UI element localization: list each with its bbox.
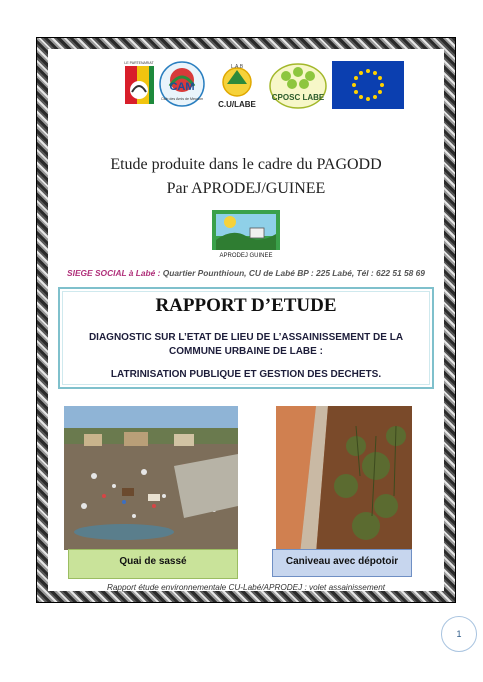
caption-caniveau: Caniveau avec dépotoir [272, 549, 412, 577]
report-subtitle-2: LATRINISATION PUBLIQUE ET GESTION DES DECHETS. [110, 369, 382, 380]
aprodej-logo [212, 210, 280, 258]
cu-labe-logo [212, 60, 262, 110]
svg-text:CAM: CAM [169, 81, 195, 93]
caption-quai-de-sasse: Quai de sassé [68, 549, 238, 579]
cposc-labe-logo [268, 60, 328, 110]
siege-label: SIEGE SOCIAL à Labé : [67, 268, 161, 278]
svg-text:Club des Amis de Meudon: Club des Amis de Meudon [161, 97, 203, 101]
partenariat-logo [122, 58, 156, 110]
photo-caniveau [276, 406, 412, 554]
svg-text:LE PARTENARIAT: LE PARTENARIAT [124, 61, 154, 65]
page-number: 1 [441, 616, 477, 652]
svg-text:L.A.B: L.A.B [230, 64, 244, 70]
svg-text:CPOSC LABE: CPOSC LABE [271, 93, 325, 102]
photo-quai-de-sasse [64, 406, 238, 550]
report-title-box [58, 287, 434, 389]
eu-flag-icon [332, 61, 404, 109]
footer-text: Rapport étude environnementale CU-Labé/APRODEJ : volet assainissement [106, 583, 386, 592]
header-line-1: Etude produite dans le cadre du PAGODD [110, 156, 382, 173]
siege-address: Quartier Pounthioun, CU de Labé BP : 225 Labé, Tél : 622 51 58 69 [162, 268, 425, 278]
svg-text:C.U/LABE: C.U/LABE [218, 100, 256, 109]
header-line-2: Par APRODEJ/GUINEE [166, 180, 326, 197]
report-subtitle: DIAGNOSTIC SUR L’ETAT DE LIEU DE L’ASSAINISSEMENT DE LA COMMUNE URBAINE DE LABE : [88, 332, 404, 357]
cam-logo [158, 60, 206, 108]
siege-social [48, 268, 444, 278]
svg-text:APRODEJ GUINEE: APRODEJ GUINEE [219, 253, 273, 258]
report-title: RAPPORT D’ETUDE [155, 295, 337, 316]
